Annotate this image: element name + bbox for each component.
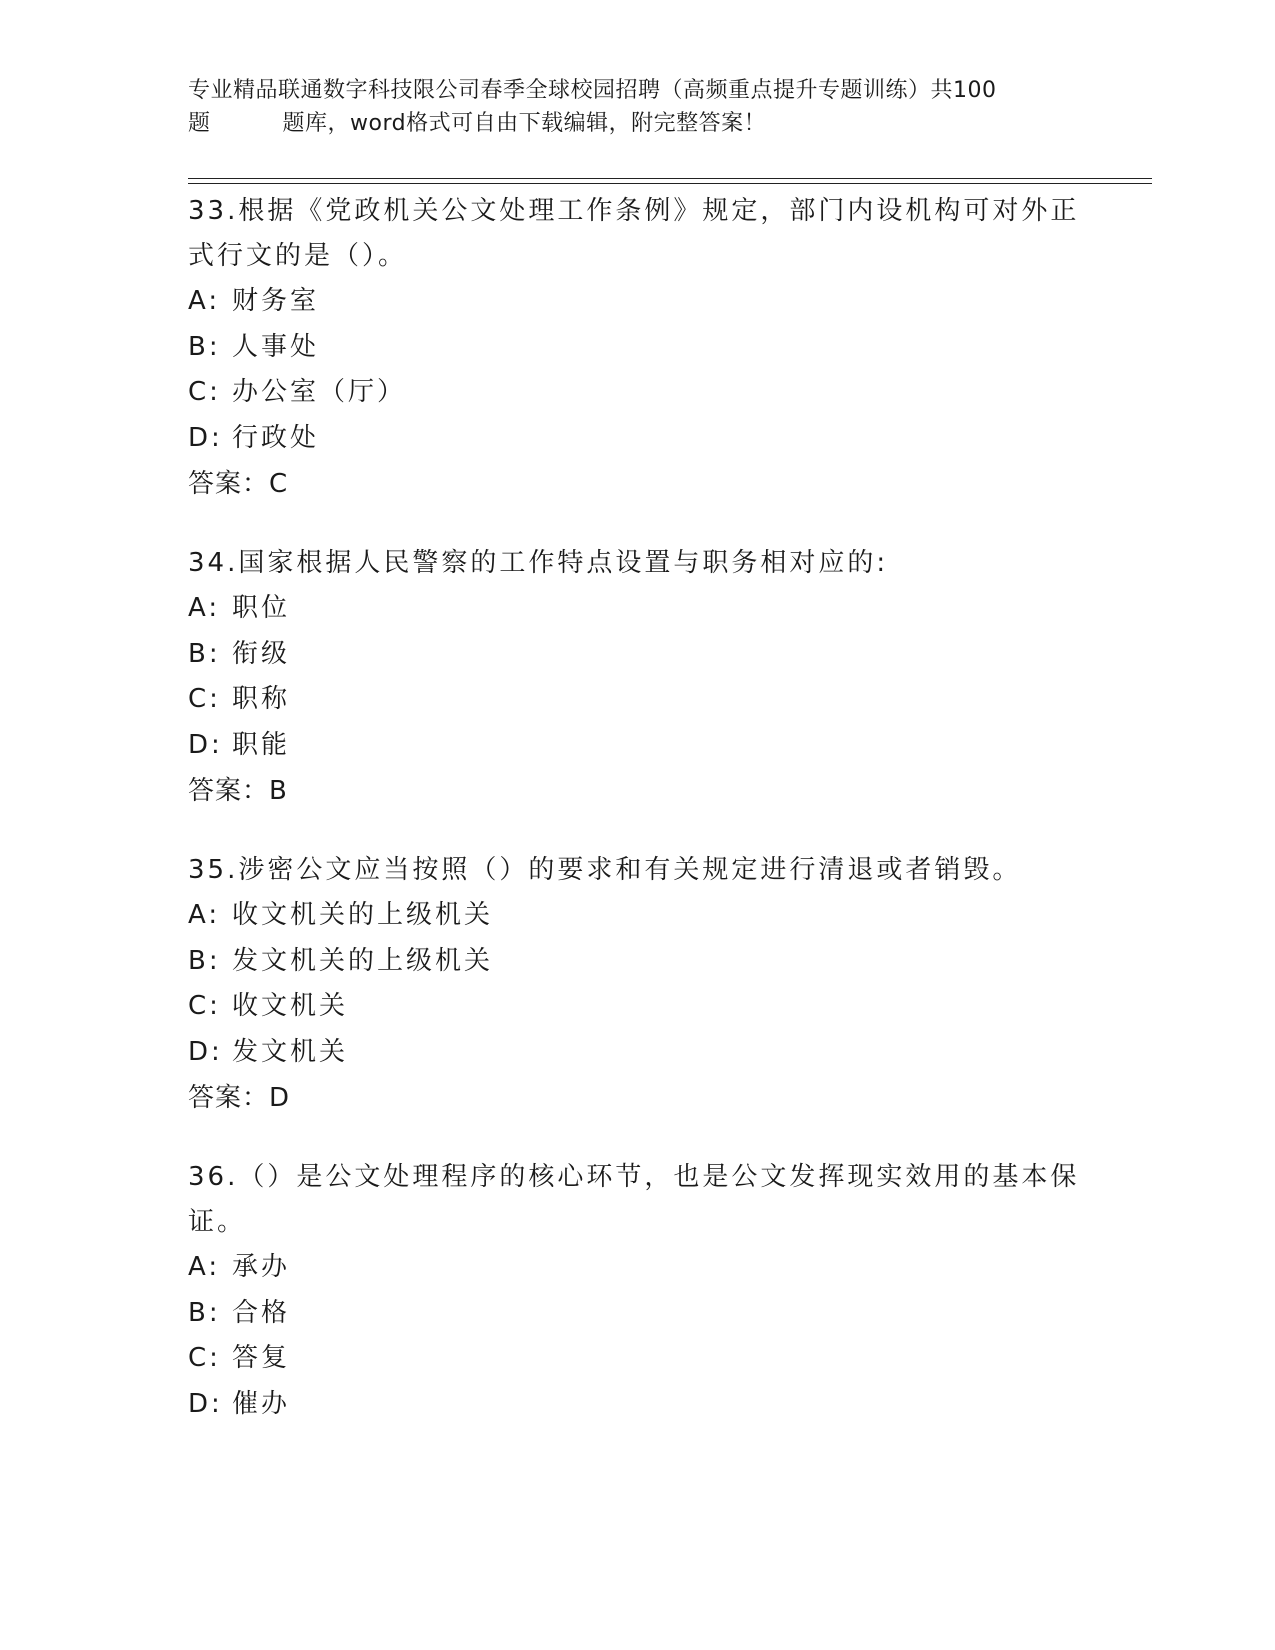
option-text: 催办 [232,1388,291,1419]
option-text: 职能 [232,729,291,760]
option-d [188,416,1088,462]
question-text: 36.（）是公文处理程序的核心环节，也是公文发挥现实效用的基本保证。 [188,1162,1080,1237]
option-letter: B: [188,1297,221,1328]
header-title-line1: 专业精品联通数字科技限公司春季全球校园招聘（高频重点提升专题训练）共100 [188,78,997,103]
option-letter: A: [188,900,221,930]
option-text: 承办 [232,1252,291,1282]
option-a [188,893,1088,939]
option-d [188,1382,1088,1428]
option-text: 衔级 [232,638,291,669]
option-text: 发文机关的上级机关 [232,945,494,976]
document-header [188,74,1088,140]
option-letter: A: [188,286,221,316]
option-d [188,1030,1088,1076]
option-text: 行政处 [232,422,320,453]
option-c [188,1336,1088,1382]
question-34 [188,541,1088,814]
option-c [188,370,1088,416]
option-letter: D: [188,1036,223,1067]
option-letter: B: [188,945,221,976]
option-text: 人事处 [232,331,320,362]
question-36 [188,1155,1088,1427]
option-a [188,279,1088,325]
option-text: 答复 [232,1343,291,1373]
question-33 [188,189,1088,507]
option-text: 职位 [232,593,291,623]
option-b [188,632,1088,678]
option-text: 收文机关 [232,991,349,1021]
option-letter: B: [188,331,221,362]
option-c [188,677,1088,723]
option-text: 办公室（厅） [232,377,407,407]
question-text: 35.涉密公文应当按照（）的要求和有关规定进行清退或者销毁。 [188,855,1022,885]
option-letter: A: [188,1252,221,1282]
option-text: 合格 [232,1297,291,1328]
option-text: 财务室 [232,286,320,316]
question-list [188,189,1088,1461]
question-text: 33.根据《党政机关公文处理工作条例》规定，部门内设机构可对外正式行文的是（）。 [188,196,1080,271]
option-a [188,586,1088,632]
header-title-line2-left: 题 [188,111,211,136]
option-text: 职称 [232,684,291,714]
option-a [188,1245,1088,1291]
option-b [188,939,1088,985]
option-letter: C: [188,1343,221,1373]
answer-text: 答案：B [188,776,288,806]
header-divider-top [188,178,1152,179]
option-text: 发文机关 [232,1036,349,1067]
option-letter: D: [188,1388,223,1419]
question-text: 34.国家根据人民警察的工作特点设置与职务相对应的: [188,548,889,578]
option-text: 收文机关的上级机关 [232,900,494,930]
answer-text: 答案：C [188,469,289,499]
question-35 [188,848,1088,1121]
option-b [188,325,1088,371]
option-c [188,984,1088,1030]
option-letter: A: [188,593,221,623]
answer-text: 答案：D [188,1083,291,1113]
header-divider-bottom [188,183,1152,184]
option-letter: C: [188,377,221,407]
option-letter: D: [188,422,223,453]
option-letter: C: [188,991,221,1021]
option-letter: D: [188,729,223,760]
option-letter: B: [188,638,221,669]
header-title-line2 [188,107,1088,140]
option-letter: C: [188,684,221,714]
option-b [188,1291,1088,1337]
option-d [188,723,1088,769]
header-title-line2-right: 题库，word格式可自由下载编辑，附完整答案！ [282,111,767,136]
